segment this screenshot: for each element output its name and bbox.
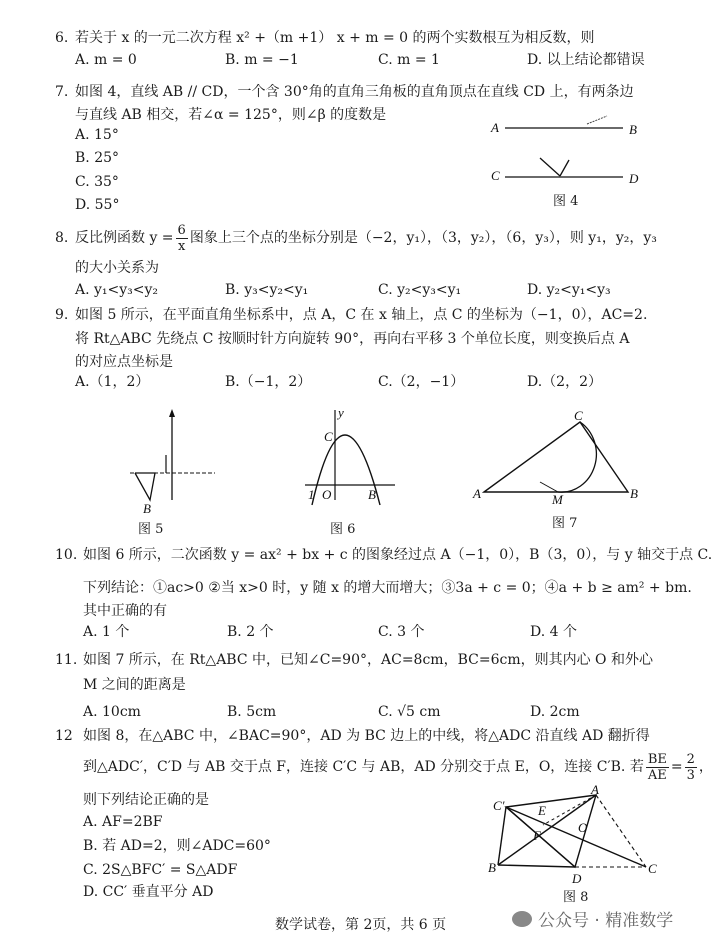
- q12-option-c: C. 2S△BFC′ = S△ADF: [83, 862, 238, 878]
- page-footer: 数学试卷，第 2页，共 6 页: [275, 917, 447, 933]
- fig6-label-y: y: [338, 405, 344, 420]
- q8-number: 8.: [55, 230, 69, 246]
- q8-option-c: C. y₂<y₃<y₁: [378, 282, 462, 298]
- fraction-numerator: 2: [686, 751, 695, 767]
- q6-option-d: D. 以上结论都错误: [527, 52, 645, 68]
- q9-stem-line1: 如图 5 所示，在平面直角坐标系中，点 A，C 在 x 轴上，点 C 的坐标为（−1，0），AC=2.: [75, 307, 648, 323]
- q9-option-d: D.（2，2）: [527, 374, 602, 390]
- q7-option-c: C. 35°: [75, 174, 119, 190]
- fig8-label-c: C: [648, 861, 657, 876]
- q10-option-b: B. 2 个: [227, 624, 274, 640]
- q11-stem-line1: 如图 7 所示，在 Rt△ABC 中，已知∠C=90°，AC=8cm，BC=6cm，则其内心 O 和外心: [83, 652, 653, 668]
- equals-sign: =: [670, 759, 683, 775]
- q7-option-d: D. 55°: [75, 197, 120, 213]
- q10-number: 10.: [55, 547, 78, 563]
- fig8-label-c-prime: C′: [493, 798, 505, 813]
- q12-stem-text: 到△ADC′，C′D 与 AB 交于点 F，连接 C′C 与 AB，AD 分别交于点 E，O，连接 C′B. 若: [83, 759, 644, 775]
- q10-stem-line1: 如图 6 所示，二次函数 y = ax² + bx + c 的图象经过点 A（−1，0），B（3，0），与 y 轴交于点 C.: [83, 547, 713, 563]
- fig8-label-d: D: [572, 871, 582, 886]
- q12-fraction-be-ae: [646, 752, 669, 783]
- q10-stem-line2: 下列结论：①ac>0 ②当 x>0 时，y 随 x 的增大而增大；③3a + c = 0；④a + b ≥ am² + bm.: [83, 580, 692, 596]
- q7-stem-line2: 与直线 AB 相交，若∠α = 125°，则∠β 的度数是: [75, 107, 387, 123]
- q12-stem-line3: 则下列结论正确的是: [83, 792, 209, 808]
- q11-stem-line2: M 之间的距离是: [83, 677, 186, 693]
- q12-number: 12: [55, 728, 73, 744]
- q10-option-c: C. 3 个: [378, 624, 425, 640]
- fraction-denominator: AE: [647, 767, 667, 783]
- fig8-label-e: E: [538, 803, 546, 818]
- fig5-label-b: B: [143, 501, 151, 516]
- fig4-label-c: C: [491, 168, 500, 183]
- comma: ，: [698, 759, 713, 775]
- q11-number: 11.: [55, 652, 78, 668]
- q12-option-d: D. CC′ 垂直平分 AD: [83, 884, 214, 900]
- fig8-label-a: A: [591, 782, 599, 797]
- q8-option-a: A. y₁<y₃<y₂: [75, 282, 159, 298]
- q9-option-c: C.（2，−1）: [378, 374, 465, 390]
- q11-option-d: D. 2cm: [530, 704, 580, 720]
- watermark-text: 公众号 · 精准数学: [538, 911, 674, 931]
- fig8-caption: 图 8: [563, 890, 589, 905]
- fig6-label-c: C: [324, 429, 333, 444]
- fraction-numerator: BE: [647, 751, 667, 767]
- q7-option-b: B. 25°: [75, 150, 120, 166]
- fig4-label-a: A: [491, 120, 499, 135]
- fraction-denominator: x: [178, 238, 186, 254]
- fig7-label-b: B: [630, 486, 638, 501]
- q8-fraction: [176, 223, 188, 254]
- q8-stem-pre: 反比例函数 y =: [75, 230, 174, 246]
- q11-option-c: C. √5 cm: [378, 704, 441, 720]
- fig8-label-f: F: [533, 828, 541, 843]
- fig6-label-1: 1: [308, 487, 315, 502]
- q10-option-d: D. 4 个: [530, 624, 577, 640]
- fig6-caption: 图 6: [330, 522, 356, 537]
- q11-option-b: B. 5cm: [227, 704, 277, 720]
- wechat-icon: [512, 911, 532, 927]
- fig5-caption: 图 5: [138, 522, 164, 537]
- q12-stem-line2: [83, 750, 713, 784]
- q6-number: 6.: [55, 30, 69, 46]
- fig7-caption: 图 7: [552, 516, 578, 531]
- q12-option-a: A. AF=2BF: [83, 814, 163, 830]
- fig4-label-d: D: [629, 171, 639, 186]
- figure-6: [300, 405, 400, 505]
- fig7-label-a: A: [473, 486, 481, 501]
- q7-stem-line1: 如图 4，直线 AB // CD，一个含 30°角的直角三角板的直角顶点在直线 CD 上，有两条边: [75, 84, 634, 100]
- fraction-denominator: 3: [686, 767, 695, 783]
- figure-7: [470, 410, 645, 505]
- figure-8: [488, 782, 668, 890]
- q6-stem: 若关于 x 的一元二次方程 x² +（m +1） x + m = 0 的两个实数根互为相反数，则: [75, 30, 595, 46]
- q8-stem-line1: [75, 220, 657, 256]
- fig7-label-m: M: [552, 492, 563, 507]
- q12-option-b: B. 若 AD=2，则∠ADC=60°: [83, 838, 271, 854]
- q10-option-a: A. 1 个: [83, 624, 130, 640]
- q6-option-c: C. m = 1: [378, 52, 440, 68]
- q6-option-b: B. m = −1: [225, 52, 299, 68]
- watermark: [512, 906, 673, 931]
- fig7-label-c: C: [574, 408, 583, 423]
- q6-option-a: A. m = 0: [75, 52, 137, 68]
- fig4-caption: 图 4: [553, 194, 579, 209]
- q8-stem-line2: 的大小关系为: [75, 260, 159, 276]
- q9-stem-line2: 将 Rt△ABC 先绕点 C 按顺时针方向旋转 90°，再向右平移 3 个单位长度，则变换后点 A: [75, 331, 630, 347]
- q8-option-d: D. y₂<y₁<y₃: [527, 282, 611, 298]
- q9-option-b: B.（−1，2）: [225, 374, 312, 390]
- q10-stem-line3: 其中正确的有: [83, 603, 167, 619]
- fig6-label-o: O: [322, 487, 332, 502]
- q9-stem-line3: 的对应点坐标是: [75, 354, 173, 370]
- q8-stem-post: 图象上三个点的坐标分别是（−2，y₁），（3，y₂），（6，y₃），则 y₁，y₂，y₃: [189, 230, 657, 246]
- q7-number: 7.: [55, 84, 69, 100]
- fig8-label-o: O: [578, 820, 588, 835]
- q9-option-a: A.（1，2）: [75, 374, 150, 390]
- figure-5: [130, 405, 220, 515]
- q12-stem-line1: 如图 8，在△ABC 中，∠BAC=90°，AD 为 BC 边上的中线，将△ADC 沿直线 AD 翻折得: [83, 728, 650, 744]
- q9-number: 9.: [55, 307, 69, 323]
- fig6-label-b: B: [368, 487, 376, 502]
- fig4-label-b: B: [629, 122, 637, 137]
- q12-fraction-2-3: [685, 752, 697, 783]
- q8-option-b: B. y₃<y₂<y₁: [225, 282, 309, 298]
- q11-option-a: A. 10cm: [83, 704, 141, 720]
- figure-4: [485, 110, 645, 190]
- fraction-numerator: 6: [177, 222, 186, 238]
- fig8-label-b: B: [488, 860, 496, 875]
- q7-option-a: A. 15°: [75, 127, 119, 143]
